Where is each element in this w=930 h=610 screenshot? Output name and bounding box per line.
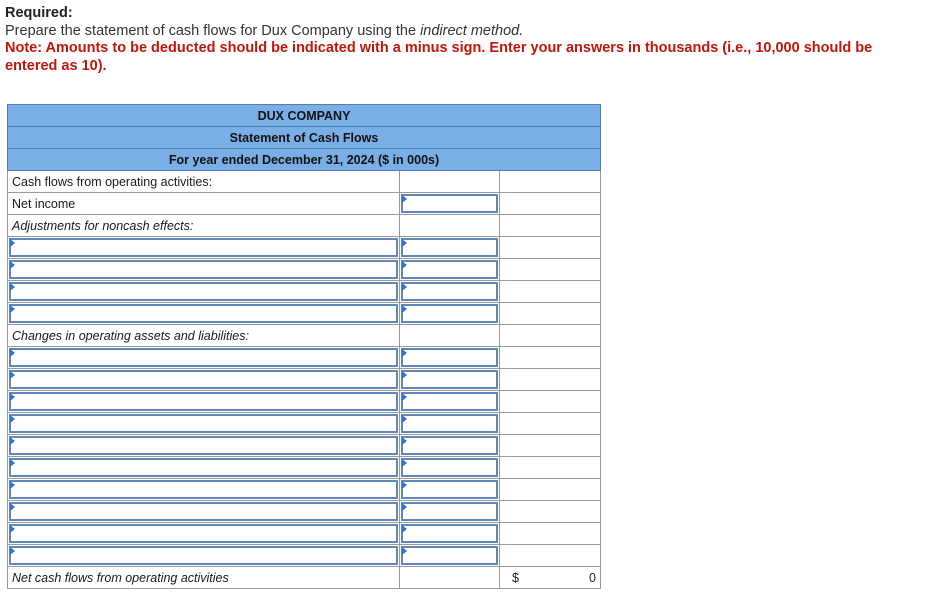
cash-flow-statement-table bbox=[7, 104, 601, 589]
empty-cell bbox=[400, 325, 500, 347]
empty-cell bbox=[500, 303, 601, 325]
prepare-text-main: Prepare the statement of cash flows for Dux Company using the bbox=[5, 22, 421, 39]
adjustment-label-input[interactable] bbox=[9, 260, 398, 279]
change-row bbox=[8, 457, 601, 479]
change-label-input[interactable] bbox=[9, 458, 398, 477]
header-row-period bbox=[8, 149, 601, 171]
adjustment-row bbox=[8, 281, 601, 303]
change-row bbox=[8, 347, 601, 369]
empty-cell bbox=[500, 369, 601, 391]
empty-cell bbox=[500, 215, 601, 237]
change-label-input[interactable] bbox=[9, 524, 398, 543]
change-row bbox=[8, 413, 601, 435]
header-row-title bbox=[8, 127, 601, 149]
change-label-input[interactable] bbox=[9, 348, 398, 367]
change-label-input[interactable] bbox=[9, 370, 398, 389]
company-name: DUX COMPANY bbox=[257, 108, 351, 123]
total-value-cell bbox=[500, 567, 601, 589]
empty-cell bbox=[500, 435, 601, 457]
operating-heading: Cash flows from operating activities: bbox=[8, 171, 400, 193]
change-amount-input[interactable] bbox=[401, 370, 498, 389]
row-adjustments-heading bbox=[8, 215, 601, 237]
empty-cell bbox=[500, 325, 601, 347]
change-amount-input[interactable] bbox=[401, 414, 498, 433]
change-label-input[interactable] bbox=[9, 480, 398, 499]
row-changes-heading bbox=[8, 325, 601, 347]
adjustment-label-input[interactable] bbox=[9, 282, 398, 301]
empty-cell bbox=[500, 193, 601, 215]
empty-cell bbox=[500, 281, 601, 303]
required-label: Required: bbox=[5, 5, 73, 21]
row-total bbox=[8, 567, 601, 589]
change-row bbox=[8, 479, 601, 501]
empty-cell bbox=[500, 237, 601, 259]
empty-cell bbox=[400, 567, 500, 589]
adjustment-amount-input[interactable] bbox=[401, 282, 498, 301]
total-label: Net cash flows from operating activities bbox=[8, 567, 400, 589]
empty-cell bbox=[400, 215, 500, 237]
adjustment-amount-input[interactable] bbox=[401, 238, 498, 257]
empty-cell bbox=[500, 391, 601, 413]
change-label-input[interactable] bbox=[9, 436, 398, 455]
empty-cell bbox=[500, 347, 601, 369]
header-row-company bbox=[8, 105, 601, 127]
statement-period: For year ended December 31, 2024 ($ in 000s) bbox=[168, 152, 440, 167]
change-row bbox=[8, 369, 601, 391]
change-label-input[interactable] bbox=[9, 392, 398, 411]
empty-cell bbox=[500, 479, 601, 501]
empty-cell bbox=[500, 523, 601, 545]
method-text: indirect method. bbox=[420, 22, 524, 39]
change-label-input[interactable] bbox=[9, 546, 398, 565]
instructions bbox=[5, 5, 920, 75]
empty-cell bbox=[500, 457, 601, 479]
prepare-text bbox=[5, 23, 920, 41]
adjustment-row bbox=[8, 259, 601, 281]
change-row bbox=[8, 435, 601, 457]
statement-title: Statement of Cash Flows bbox=[229, 130, 379, 145]
adjustment-amount-input[interactable] bbox=[401, 304, 498, 323]
change-row bbox=[8, 523, 601, 545]
adjustment-amount-input[interactable] bbox=[401, 260, 498, 279]
adjustment-row bbox=[8, 303, 601, 325]
adjustment-label-input[interactable] bbox=[9, 304, 398, 323]
empty-cell bbox=[400, 171, 500, 193]
empty-cell bbox=[500, 171, 601, 193]
change-amount-input[interactable] bbox=[401, 348, 498, 367]
change-amount-input[interactable] bbox=[401, 436, 498, 455]
note-text: Note: Amounts to be deducted should be indicated with a minus sign. Enter your answers in thousands (i.e., 10,000 should be entered as 10). bbox=[5, 40, 873, 74]
change-amount-input[interactable] bbox=[401, 502, 498, 521]
change-amount-input[interactable] bbox=[401, 392, 498, 411]
adjustment-row bbox=[8, 237, 601, 259]
change-amount-input[interactable] bbox=[401, 480, 498, 499]
net-income-input[interactable] bbox=[401, 194, 498, 213]
adjustment-label-input[interactable] bbox=[9, 238, 398, 257]
empty-cell bbox=[500, 545, 601, 567]
currency-symbol: $ bbox=[512, 571, 519, 585]
changes-heading: Changes in operating assets and liabilities: bbox=[8, 325, 400, 347]
change-amount-input[interactable] bbox=[401, 458, 498, 477]
row-operating-heading bbox=[8, 171, 601, 193]
net-income-cell bbox=[400, 193, 500, 215]
empty-cell bbox=[500, 259, 601, 281]
change-label-input[interactable] bbox=[9, 414, 398, 433]
row-net-income bbox=[8, 193, 601, 215]
change-row bbox=[8, 391, 601, 413]
adjustments-heading: Adjustments for noncash effects: bbox=[8, 215, 400, 237]
net-income-label: Net income bbox=[8, 193, 400, 215]
change-row bbox=[8, 545, 601, 567]
change-label-input[interactable] bbox=[9, 502, 398, 521]
empty-cell bbox=[500, 413, 601, 435]
change-row bbox=[8, 501, 601, 523]
change-amount-input[interactable] bbox=[401, 546, 498, 565]
total-value: 0 bbox=[589, 571, 596, 585]
empty-cell bbox=[500, 501, 601, 523]
change-amount-input[interactable] bbox=[401, 524, 498, 543]
